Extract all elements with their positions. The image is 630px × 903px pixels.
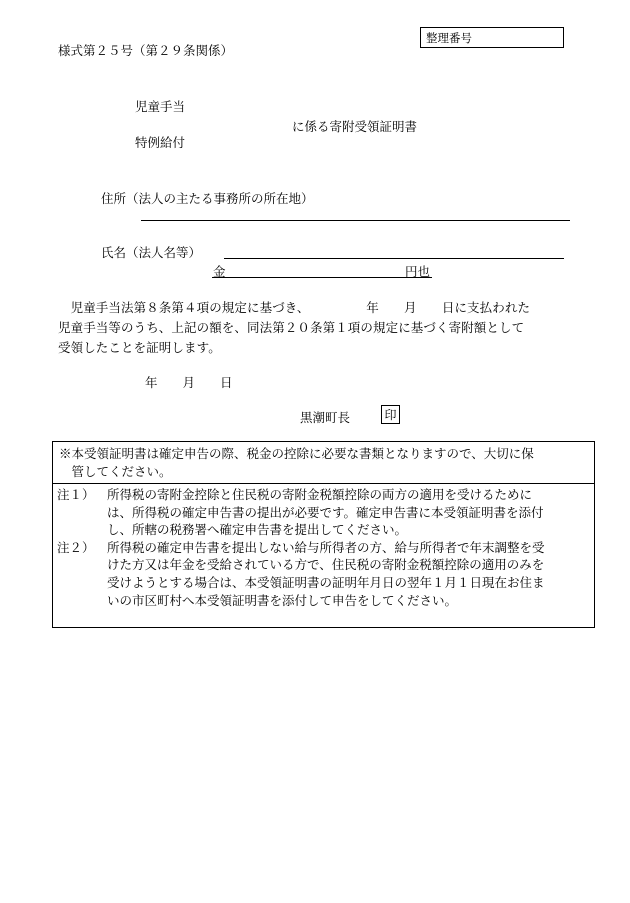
note-line: し、所轄の税務署へ確定申告書を提出してください。 (107, 522, 408, 538)
title-option-child-allowance: 児童手当 (135, 99, 186, 114)
statement-line: 児童手当等のうち、上記の額を、同法第２０条第１項の規定に基づく寄附額として (58, 320, 525, 335)
address-label: 住所（法人の主たる事務所の所在地） (101, 191, 314, 206)
note-label: 注１） (57, 487, 95, 502)
reference-number-label: 整理番号 (426, 31, 472, 45)
note-line: 受けようとする場合は、本受領証明書の証明年月日の翌年１月１日現在お住ま (107, 574, 545, 590)
statement-line: 受領したことを証明します。 (58, 340, 221, 355)
statement-line: 児童手当法第８条第４項の規定に基づき、 年 月 日に支払われた (58, 300, 531, 315)
form-number: 様式第２５号（第２９条関係） (58, 43, 234, 58)
amount-prefix: 金 (213, 264, 226, 279)
amount-underline (212, 277, 432, 278)
amount-suffix: 円也 (405, 264, 431, 279)
note-line: いの市区町村へ本受領証明書を添付して申告をしてください。 (107, 592, 458, 608)
certification-date: 年 月 日 (145, 375, 233, 390)
certification-statement (58, 298, 588, 358)
note-line: は、所得税の確定申告書の提出が必要です。確定申告書に本受領証明書を添付 (107, 504, 544, 520)
notice-line: ※本受領証明書は確定申告の際、税金の控除に必要な書類となりますので、大切に保 (59, 446, 534, 461)
notes-list (53, 484, 594, 609)
reference-number-box (420, 27, 564, 48)
note-line: 所得税の確定申告書を提出しない給与所得者の方、給与所得者で年末調整を受 (107, 539, 545, 555)
address-line (141, 220, 570, 221)
note-line: けた方又は年金を受給されている方で、住民税の寄附金税額控除の適用のみを (107, 557, 545, 573)
note-label: 注２） (57, 539, 95, 555)
name-line (224, 258, 564, 259)
note-line: 所得税の寄附金控除と住民税の寄附金税額控除の両方の適用を受けるために (107, 487, 533, 502)
seal-mark: 印 (381, 405, 400, 424)
notice-line: 管してください。 (59, 464, 172, 479)
note-item (57, 486, 590, 539)
important-notice (53, 442, 594, 484)
note-item (57, 539, 590, 609)
notes-box (52, 441, 595, 628)
document-title: に係る寄附受領証明書 (292, 119, 418, 134)
name-label: 氏名（法人名等） (101, 245, 202, 260)
title-option-special-benefit: 特例給付 (135, 135, 186, 150)
issuer-name: 黒潮町長 (300, 410, 351, 425)
